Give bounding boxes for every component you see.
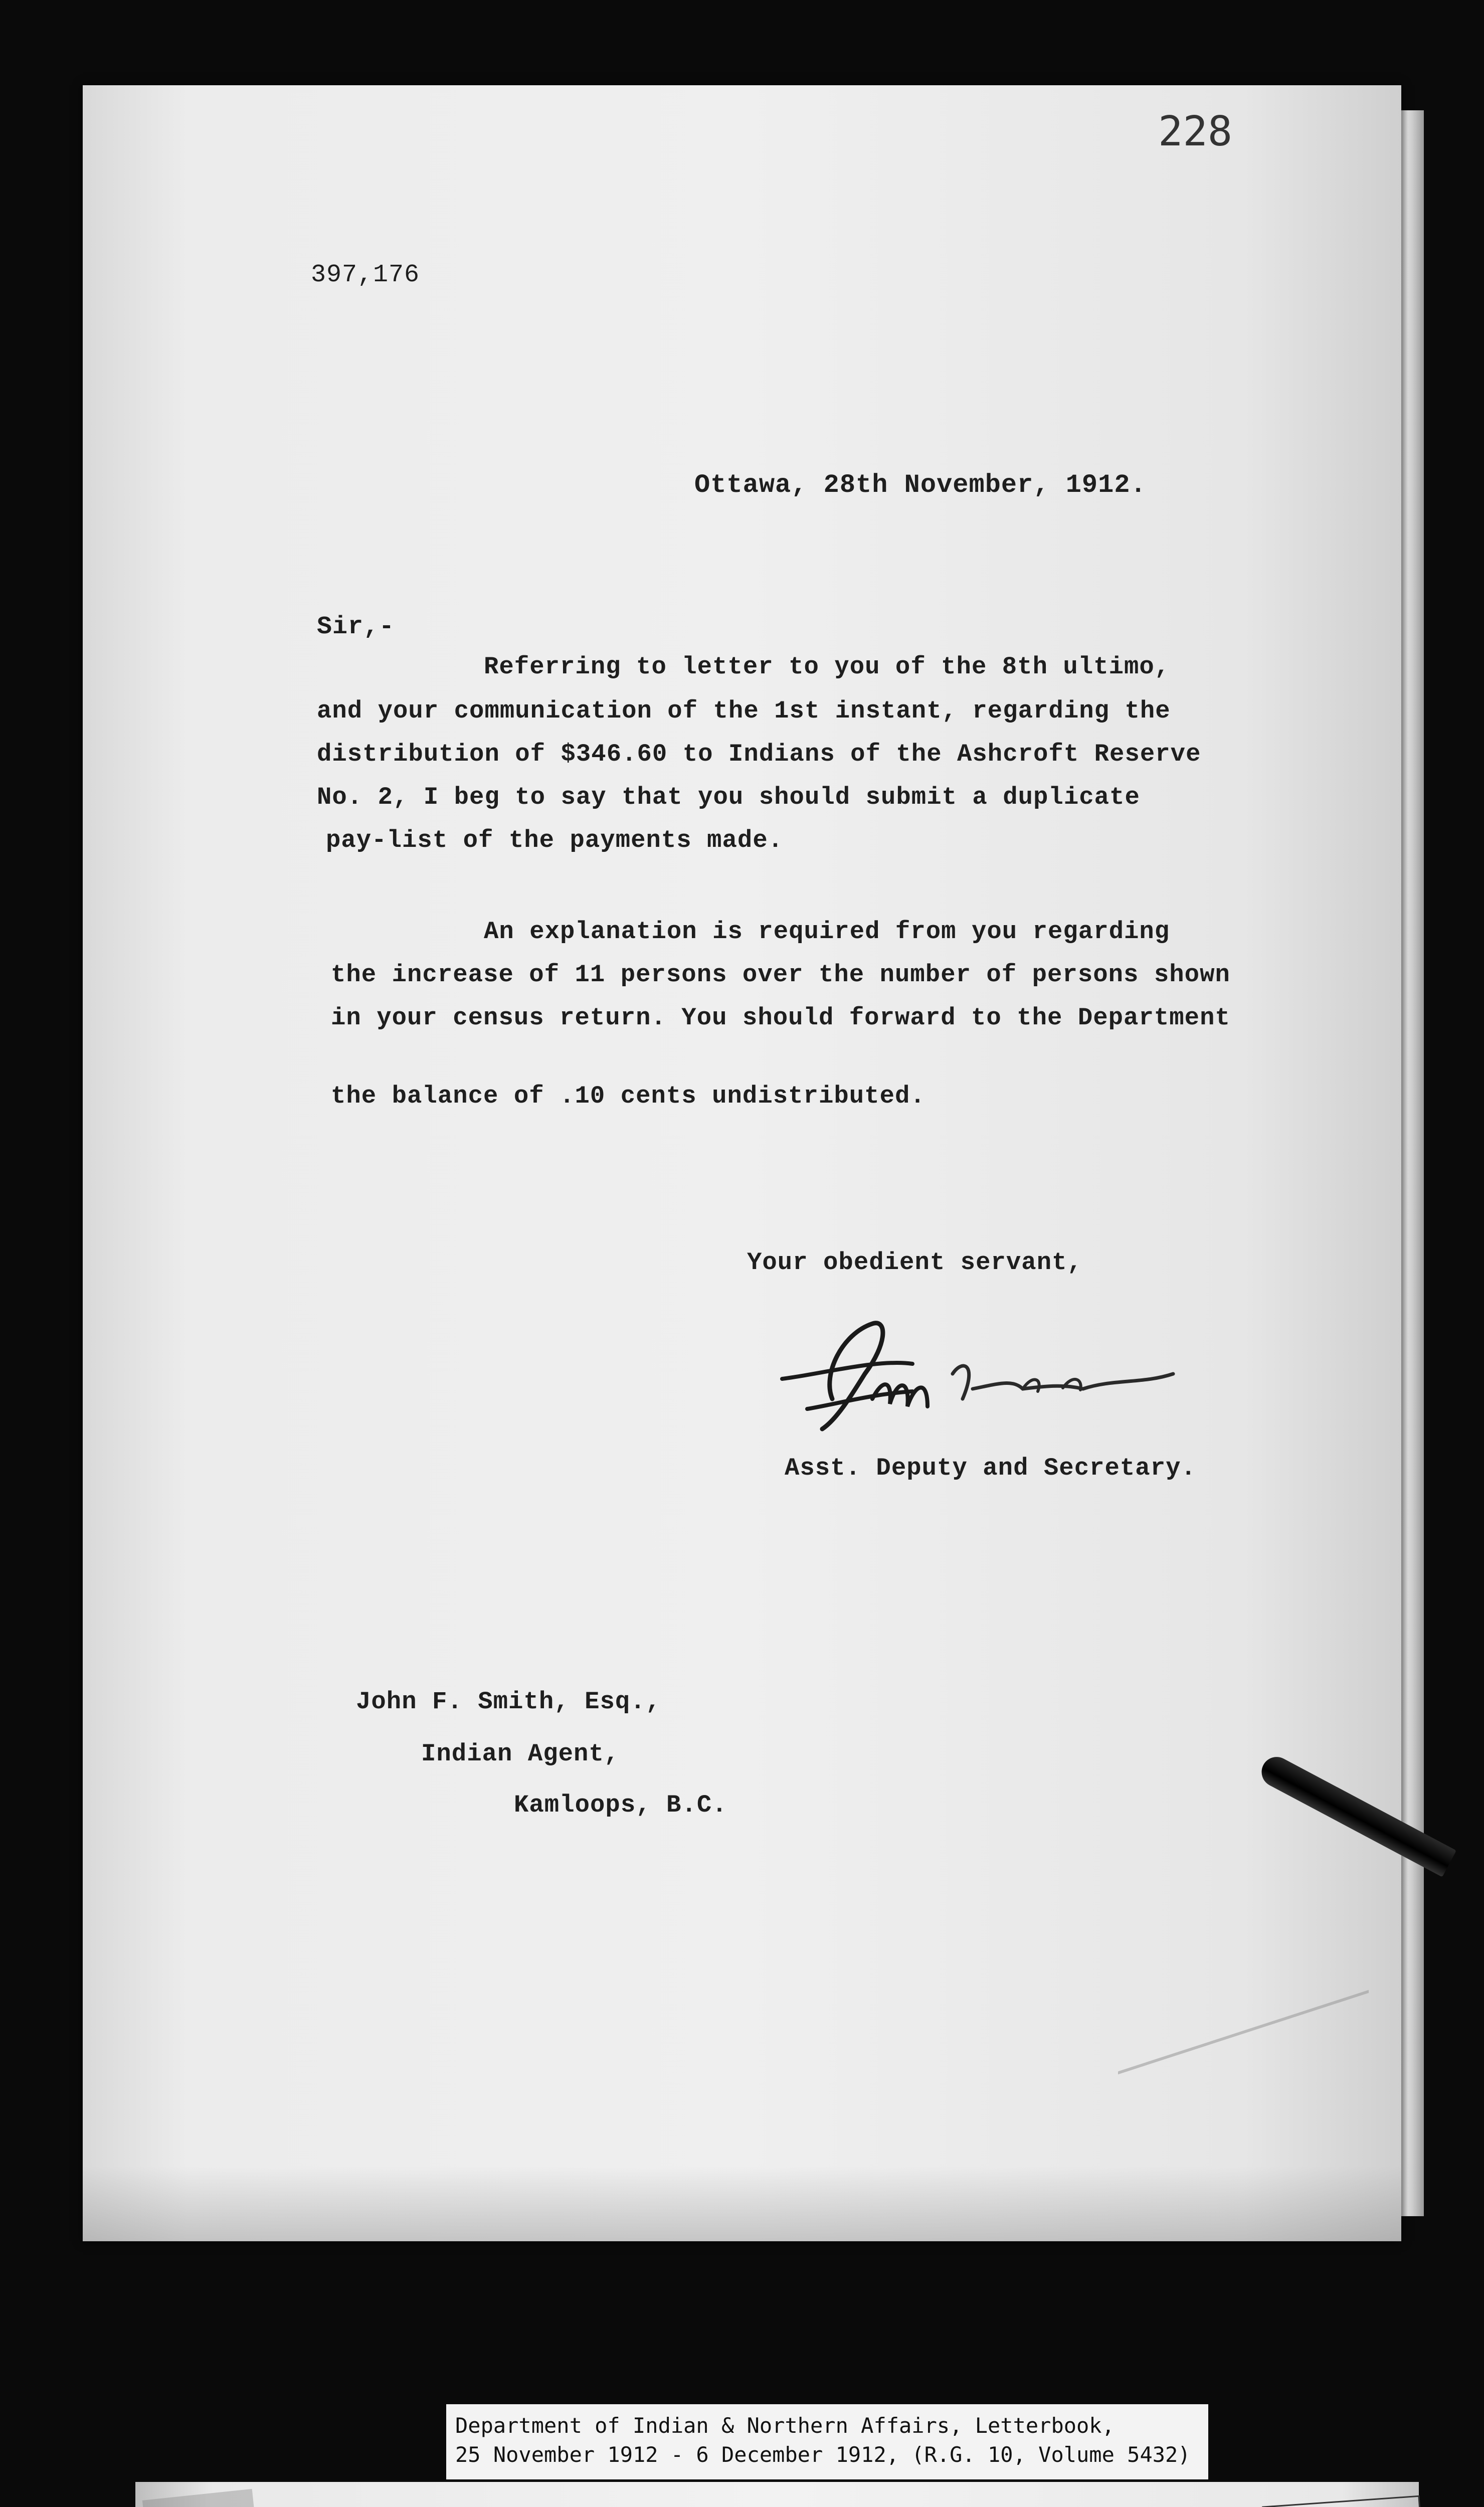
body-line: and your communication of the 1st instant, regarding the bbox=[317, 697, 1171, 725]
file-reference: 397,176 bbox=[311, 261, 420, 289]
salutation: Sir,- bbox=[317, 613, 395, 641]
body-line: pay-list of the payments made. bbox=[326, 826, 784, 854]
archive-caption-label bbox=[446, 2404, 1208, 2479]
body-line: the increase of 11 persons over the number of persons shown bbox=[331, 961, 1230, 989]
signer-title: Asst. Deputy and Secretary. bbox=[785, 1454, 1196, 1482]
caption-line: Department of Indian & Northern Affairs, Letterbook, bbox=[455, 2413, 1115, 2438]
letter-sheet bbox=[83, 85, 1401, 2241]
addressee-name: John F. Smith, Esq., bbox=[356, 1688, 661, 1716]
caption-line: 25 November 1912 - 6 December 1912, (R.G. 10, Volume 5432) bbox=[455, 2442, 1191, 2467]
body-line: An explanation is required from you regarding bbox=[484, 918, 1170, 946]
page-number: 228 bbox=[1158, 108, 1233, 155]
body-line: the balance of .10 cents undistributed. bbox=[331, 1082, 925, 1110]
addressee-title: Indian Agent, bbox=[421, 1740, 620, 1768]
closing: Your obedient servant, bbox=[747, 1248, 1082, 1277]
body-line: in your census return. You should forward to the Department bbox=[331, 1004, 1230, 1032]
body-line: distribution of $346.60 to Indians of the Ashcroft Reserve bbox=[317, 740, 1201, 768]
archives-banner bbox=[135, 2482, 1419, 2507]
body-line: Referring to letter to you of the 8th ultimo, bbox=[484, 653, 1170, 681]
body-line: No. 2, I beg to say that you should submit a duplicate bbox=[317, 783, 1140, 811]
addressee-location: Kamloops, B.C. bbox=[514, 1791, 727, 1819]
dateline: Ottawa, 28th November, 1912. bbox=[694, 470, 1147, 500]
handwritten-signature bbox=[762, 1304, 1223, 1454]
